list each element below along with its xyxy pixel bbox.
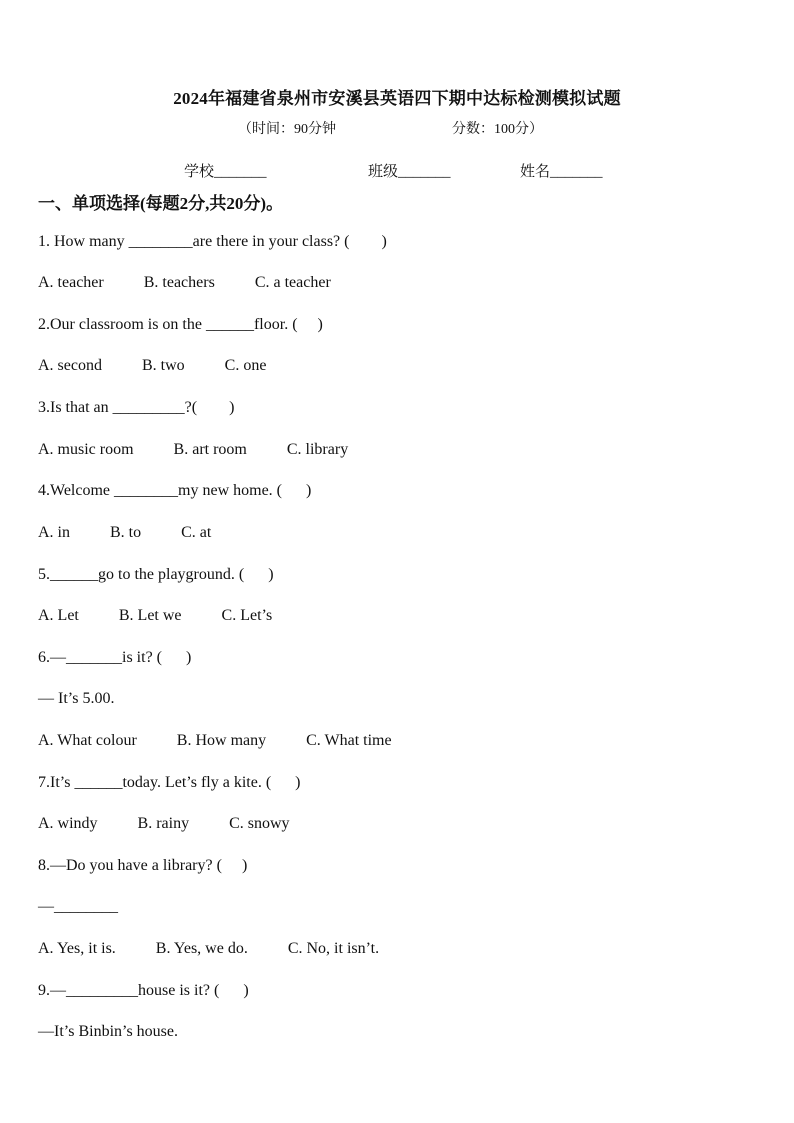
options-7: A. windy B. rainy C. snowy: [38, 815, 290, 832]
question-4: 4.Welcome ________my new home. ( ): [38, 482, 312, 499]
question-8: 8.—Do you have a library? ( ): [38, 857, 248, 874]
page-title: 2024年福建省泉州市安溪县英语四下期中达标检测模拟试题: [173, 89, 621, 108]
question-7: 7.It’s ______today. Let’s fly a kite. ( ): [38, 774, 301, 791]
options-5: A. Let B. Let we C. Let’s: [38, 607, 273, 624]
exam-time: （时间：90分钟: [238, 122, 336, 137]
name-field: 姓名_______: [520, 164, 603, 180]
options-6: A. What colour B. How many C. What time: [38, 732, 392, 749]
question-3: 3.Is that an _________?( ): [38, 399, 235, 416]
options-4: A. in B. to C. at: [38, 524, 212, 541]
answer-line-8: —________: [38, 898, 118, 915]
school-field: 学校_______: [184, 164, 267, 180]
class-field: 班级_______: [368, 164, 451, 180]
question-6: 6.—_______is it? ( ): [38, 649, 192, 666]
options-3: A. music room B. art room C. library: [38, 441, 349, 458]
answer-line-9: —It’s Binbin’s house.: [38, 1023, 179, 1040]
options-1: A. teacher B. teachers C. a teacher: [38, 274, 331, 291]
question-1: 1. How many ________are there in your class? ( ): [38, 233, 387, 250]
options-8: A. Yes, it is. B. Yes, we do. C. No, it isn’t.: [38, 940, 380, 957]
section-heading: 一、单项选择(每题2分,共20分)。: [38, 194, 284, 213]
exam-score: 分数：100分）: [452, 122, 543, 137]
options-2: A. second B. two C. one: [38, 357, 267, 374]
question-5: 5.______go to the playground. ( ): [38, 566, 274, 583]
answer-line-6: — It’s 5.00.: [38, 690, 115, 707]
question-9: 9.—_________house is it? ( ): [38, 982, 249, 999]
question-2: 2.Our classroom is on the ______floor. ( ): [38, 316, 323, 333]
